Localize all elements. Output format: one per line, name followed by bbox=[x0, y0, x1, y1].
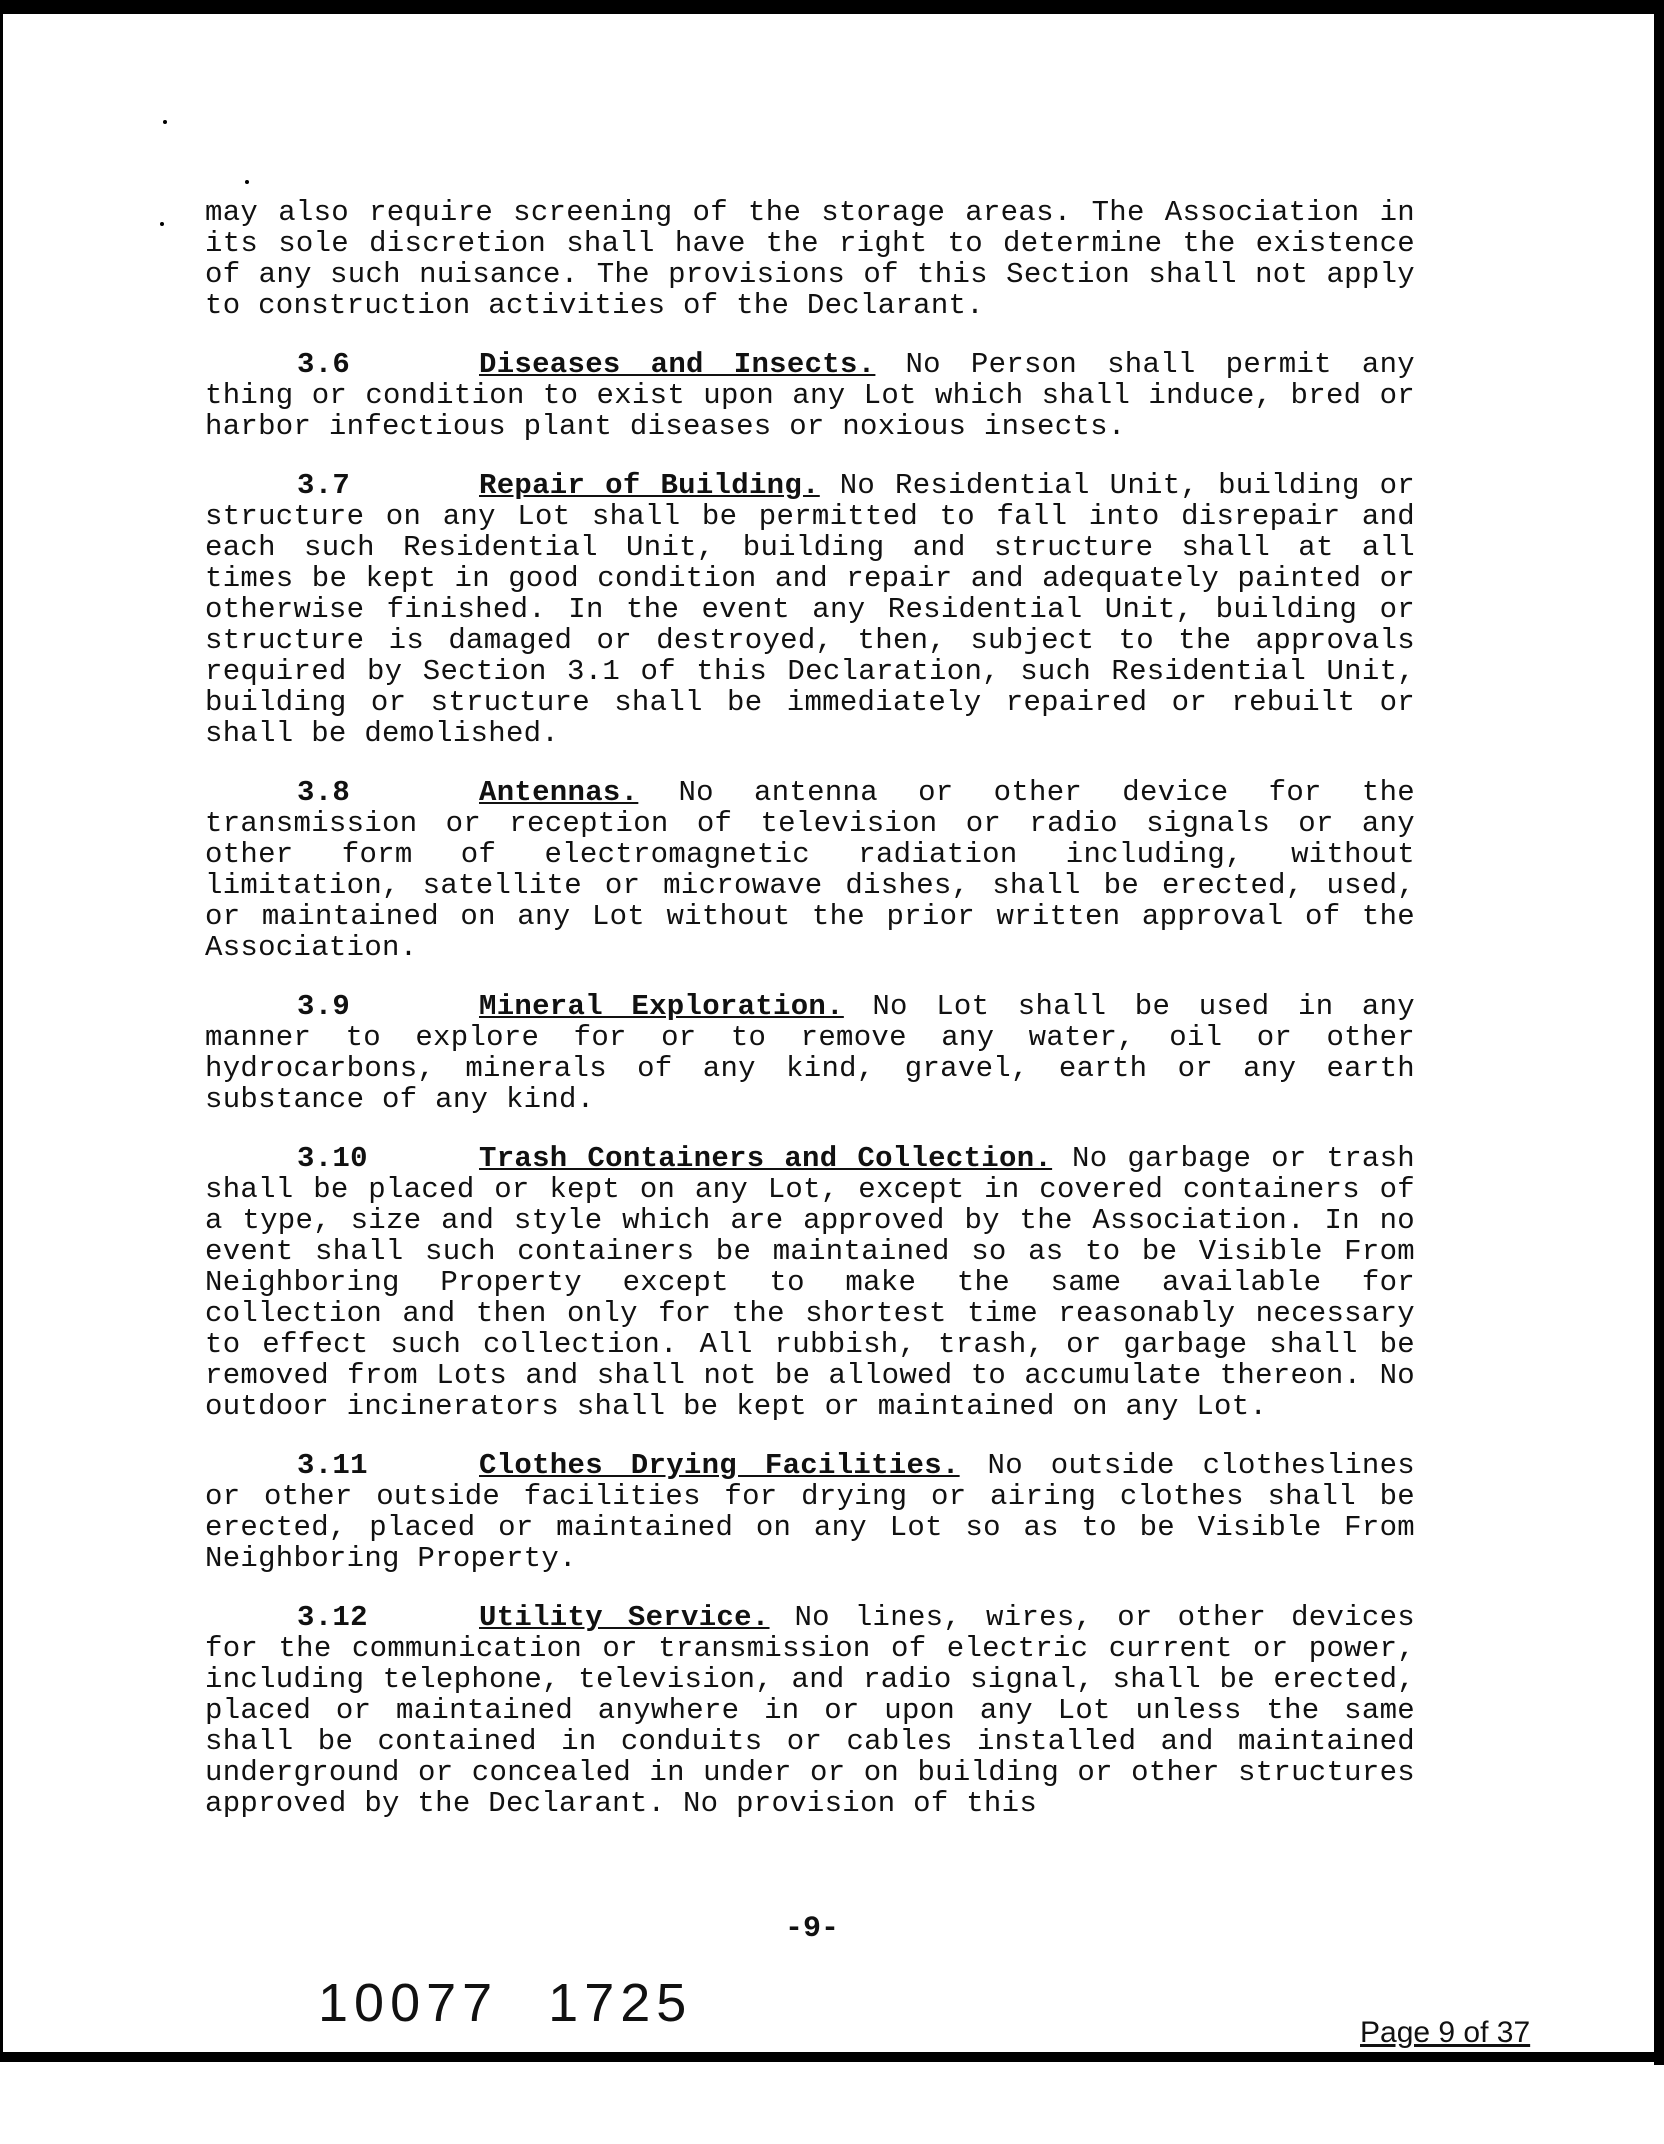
section-number: 3.9 bbox=[297, 990, 351, 1023]
recording-number-a: 10077 bbox=[318, 1973, 499, 2033]
section-number: 3.12 bbox=[297, 1601, 368, 1634]
section-title: Trash Containers and Collection. bbox=[479, 1142, 1053, 1175]
section-title: Clothes Drying Facilities. bbox=[479, 1449, 960, 1482]
scan-edge-top bbox=[0, 0, 1664, 14]
page-number: -9- bbox=[785, 1912, 840, 1946]
section-body: No Person shall permit any thing or condition to exist upon any Lot which shall induce, bred or harbor infectious plant diseases or noxious insects. bbox=[205, 348, 1415, 443]
section-3-9 bbox=[205, 991, 1415, 1115]
section-number: 3.7 bbox=[297, 469, 351, 502]
section-title: Repair of Building. bbox=[479, 469, 820, 502]
section-number: 3.8 bbox=[297, 776, 351, 809]
section-body: No Residential Unit, building or structure on any Lot shall be permitted to fall into disrepair and each such Residential Unit, building and structure shall at all times be kept in good condition and repair and adequately painted or otherwise finished. In the event any Residential Unit, building or structure is damaged or destroyed, then, subject to the approvals required by Section 3.1 of this Declaration, such Residential Unit, building or structure shall be immediately repaired or rebuilt or shall be demolished. bbox=[205, 469, 1415, 750]
section-number: 3.10 bbox=[297, 1142, 368, 1175]
section-body: No Lot shall be used in any manner to explore for or to remove any water, oil or other hydrocarbons, minerals of any kind, gravel, earth or any earth substance of any kind. bbox=[205, 990, 1415, 1116]
section-title: Utility Service. bbox=[479, 1601, 770, 1634]
section-title: Mineral Exploration. bbox=[479, 990, 844, 1023]
section-3-12 bbox=[205, 1602, 1415, 1819]
section-number: 3.11 bbox=[297, 1449, 368, 1482]
document-body bbox=[205, 197, 1415, 1847]
section-3-7 bbox=[205, 470, 1415, 749]
section-3-8 bbox=[205, 777, 1415, 963]
page-of-indicator: Page 9 of 37 bbox=[1360, 2016, 1531, 2049]
section-3-10 bbox=[205, 1143, 1415, 1422]
section-body: No garbage or trash shall be placed or kept on any Lot, except in covered containers of a type, size and style which are approved by the Association. In no event shall such containers be maintained so as to be Visible From Neighboring Property except to make the same available for collection and then only for the shortest time reasonably necessary to effect such collection. All rubbish, trash, or garbage shall be removed from Lots and shall not be allowed to accumulate thereon. No outdoor incinerators shall be kept or maintained on any Lot. bbox=[205, 1142, 1416, 1423]
section-title: Diseases and Insects. bbox=[479, 348, 876, 381]
section-body: No antenna or other device for the transmission or reception of television or radio signals or any other form of electromagnetic radiation including, without limitation, satellite or microwave dishes, shall be erected, used, or maintained on any Lot without the prior written approval of the Association. bbox=[205, 776, 1415, 964]
intro-paragraph: may also require screening of the storage areas. The Association in its sole discretion shall have the right to determine the existence of any such nuisance. The provisions of this Section shall not apply to construction activities of the Declarant. bbox=[205, 196, 1415, 322]
scan-speck bbox=[160, 222, 164, 226]
section-3-11 bbox=[205, 1450, 1415, 1574]
scan-edge-bottom bbox=[0, 2052, 1660, 2062]
section-number: 3.6 bbox=[297, 348, 351, 381]
section-body: No lines, wires, or other devices for the communication or transmission of electric current or power, including telephone, television, and radio signal, shall be erected, placed or maintained anywhere in or upon any Lot unless the same shall be contained in conduits or cables installed and maintained underground or concealed in under or on building or other structures approved by the Declarant. No provision of this bbox=[205, 1601, 1415, 1820]
scan-speck bbox=[163, 120, 167, 124]
scan-speck bbox=[245, 180, 249, 184]
section-title: Antennas. bbox=[479, 776, 639, 809]
scan-edge-left bbox=[0, 0, 3, 2060]
section-3-6 bbox=[205, 349, 1415, 442]
recording-stamp bbox=[318, 1972, 692, 2034]
section-body: No outside clotheslines or other outside facilities for drying or airing clothes shall be erected, placed or maintained on any Lot so as to be Visible From Neighboring Property. bbox=[205, 1449, 1416, 1575]
recording-number-b: 1725 bbox=[548, 1973, 693, 2033]
scan-edge-right bbox=[1654, 0, 1664, 2065]
